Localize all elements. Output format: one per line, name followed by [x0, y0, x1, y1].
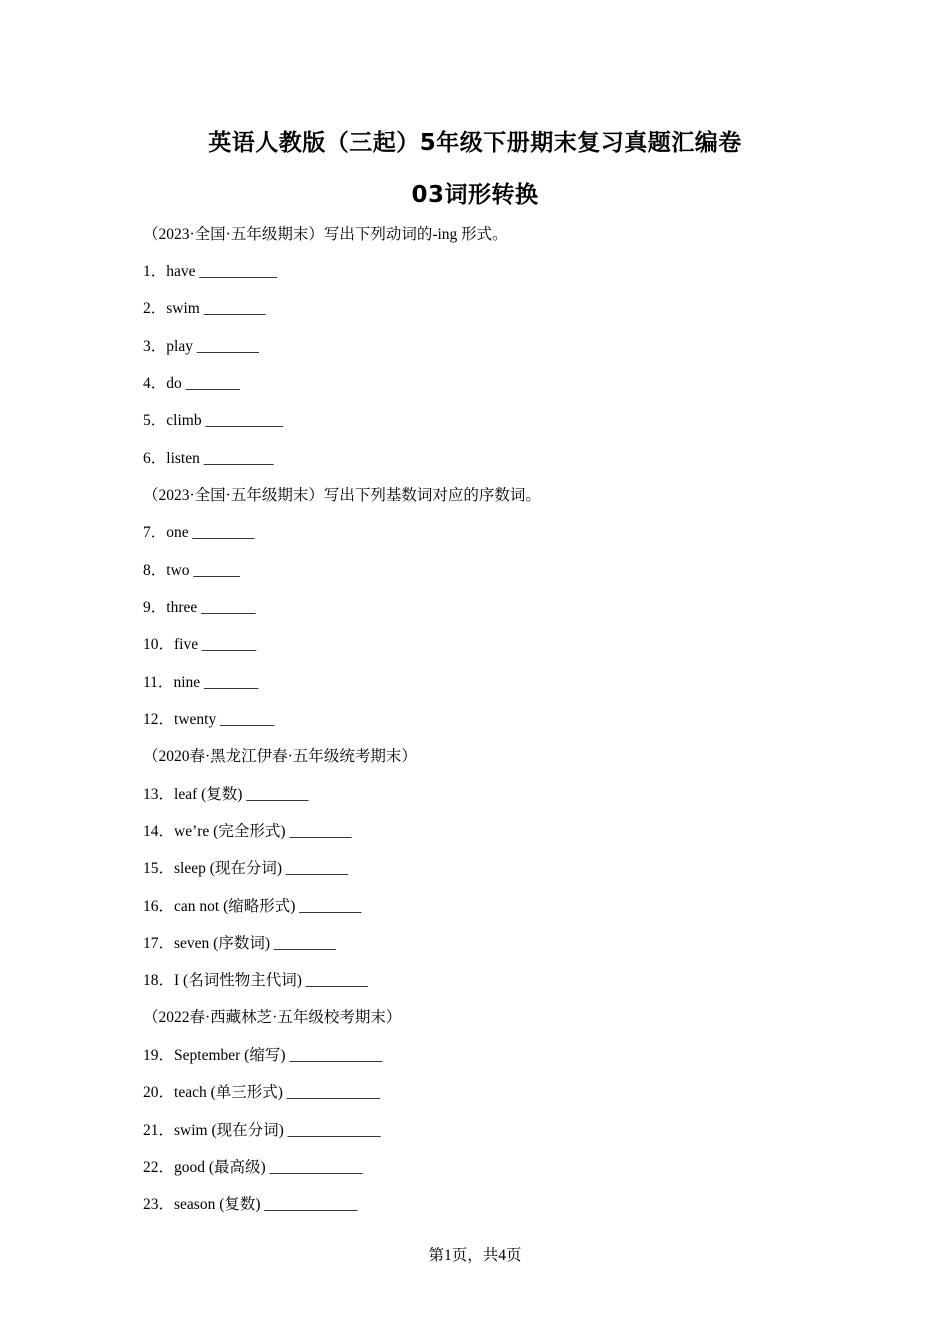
question-text: I (名词性物主代词) ________ — [174, 972, 368, 989]
question-text: climb __________ — [166, 412, 283, 429]
question-item — [143, 299, 266, 319]
page-footer: 第1页，共4页 — [428, 1247, 522, 1264]
section-header: （2022春·西藏林芝·五年级校考期末） — [143, 1009, 402, 1026]
question-number: 8． — [143, 562, 167, 579]
question-item — [143, 449, 273, 469]
question-item — [143, 337, 259, 357]
question-number: 14． — [143, 823, 175, 840]
question-item — [143, 635, 256, 655]
question-text: swim ________ — [166, 300, 266, 317]
question-text: twenty _______ — [174, 711, 275, 728]
question-number: 1． — [143, 263, 167, 280]
question-number: 3． — [143, 338, 167, 355]
question-item — [143, 934, 336, 954]
question-item — [143, 411, 283, 431]
question-item — [143, 262, 277, 282]
question-number: 17． — [143, 935, 175, 952]
question-text: we’re (完全形式) ________ — [174, 823, 352, 840]
question-text: listen _________ — [166, 450, 274, 467]
question-text: can not (缩略形式) ________ — [174, 898, 362, 915]
question-text: do _______ — [166, 375, 240, 392]
question-text: season (复数) ____________ — [174, 1196, 358, 1213]
question-item — [143, 523, 255, 543]
question-text: leaf (复数) ________ — [174, 786, 309, 803]
section-header: （2023·全国·五年级期末）写出下列基数词对应的序数词。 — [143, 487, 541, 504]
question-number: 22． — [143, 1159, 175, 1176]
section-header: （2020春·黑龙江伊春·五年级统考期末） — [143, 748, 417, 765]
question-text: one ________ — [166, 524, 255, 541]
question-text: two ______ — [166, 562, 240, 579]
question-item — [143, 710, 274, 730]
question-number: 20． — [143, 1084, 175, 1101]
question-number: 12． — [143, 711, 175, 728]
question-item — [143, 785, 308, 805]
question-number: 23． — [143, 1196, 175, 1213]
question-number: 2． — [143, 300, 167, 317]
question-number: 7． — [143, 524, 167, 541]
question-item — [143, 1046, 382, 1066]
question-item — [143, 1121, 381, 1141]
question-text: swim (现在分词) ____________ — [174, 1122, 381, 1139]
question-text: nine _______ — [173, 674, 259, 691]
question-text: sleep (现在分词) ________ — [174, 860, 348, 877]
question-item — [143, 598, 255, 618]
question-item — [143, 897, 361, 917]
question-number: 5． — [143, 412, 167, 429]
question-number: 19． — [143, 1047, 175, 1064]
document-title: 英语人教版（三起）5年级下册期末复习真题汇编卷 — [208, 130, 742, 156]
question-item — [143, 859, 348, 879]
question-text: teach (单三形式) ____________ — [174, 1084, 380, 1101]
question-text: seven (序数词) ________ — [174, 935, 336, 952]
question-number: 11． — [143, 674, 174, 691]
question-item — [143, 673, 258, 693]
question-number: 15． — [143, 860, 175, 877]
question-number: 18． — [143, 972, 175, 989]
question-item — [143, 971, 368, 991]
question-item — [143, 1083, 380, 1103]
question-item — [143, 822, 351, 842]
question-item — [143, 561, 240, 581]
question-item — [143, 374, 240, 394]
question-text: play ________ — [166, 338, 259, 355]
question-text: good (最高级) ____________ — [174, 1159, 363, 1176]
document-subtitle: 03词形转换 — [411, 182, 539, 208]
question-number: 21． — [143, 1122, 175, 1139]
question-text: September (缩写) ____________ — [174, 1047, 383, 1064]
question-text: five _______ — [174, 636, 257, 653]
question-text: have __________ — [166, 263, 277, 280]
question-number: 16． — [143, 898, 175, 915]
question-number: 6． — [143, 450, 167, 467]
question-number: 13． — [143, 786, 175, 803]
question-number: 10． — [143, 636, 175, 653]
question-number: 4． — [143, 375, 167, 392]
question-item — [143, 1195, 357, 1215]
question-text: three _______ — [166, 599, 256, 616]
question-number: 9． — [143, 599, 167, 616]
section-header: （2023·全国·五年级期末）写出下列动词的-ing 形式。 — [143, 226, 508, 243]
question-item — [143, 1158, 363, 1178]
